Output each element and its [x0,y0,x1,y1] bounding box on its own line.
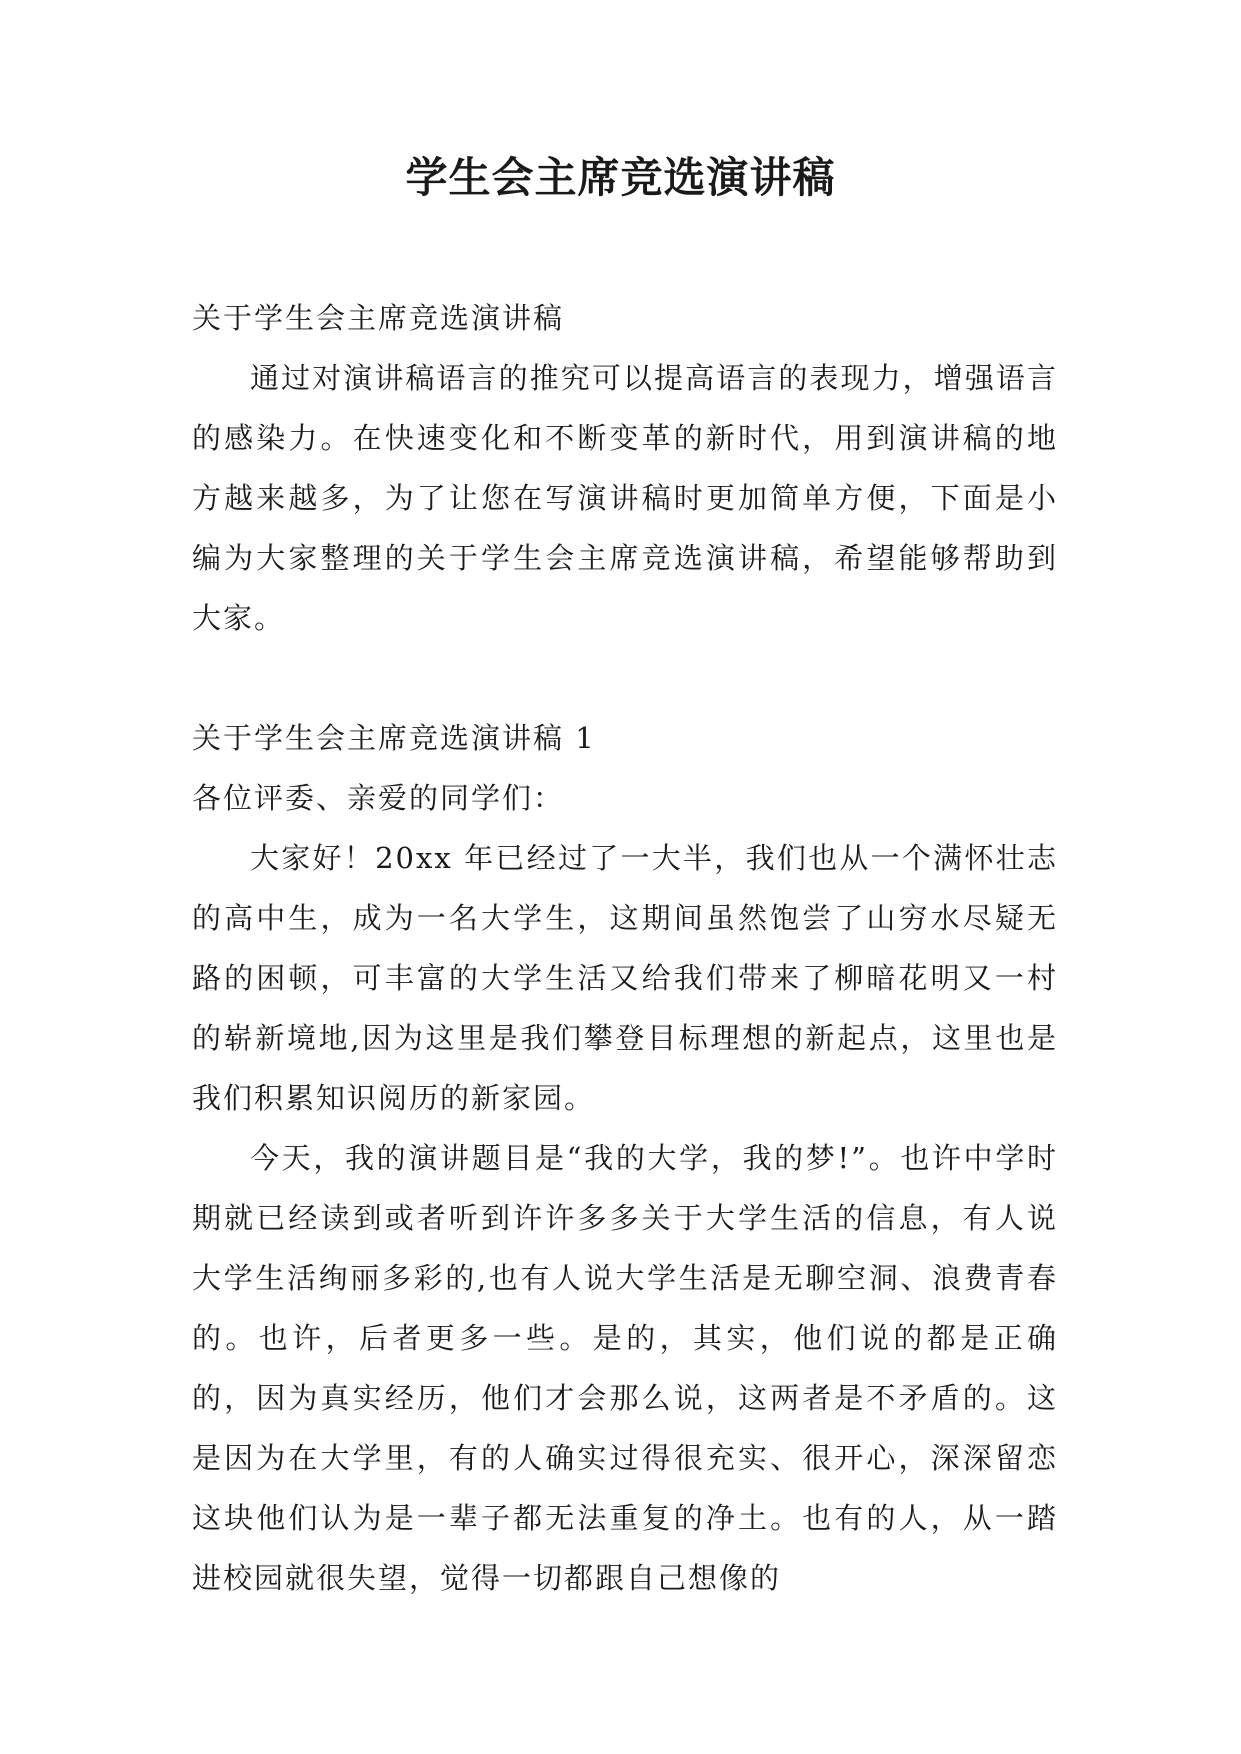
document-subtitle: 关于学生会主席竞选演讲稿 [192,301,565,335]
body-paragraph: 大家好！20xx 年已经过了一大半，我们也从一个满怀壮志的高中生，成为一名大学生，这期间虽然饱尝了山穷水尽疑无路的困顿，可丰富的大学生活又给我们带来了柳暗花明又一村的崭新境地,因为这里是我们攀登目标理想的新起点，这里也是我们积累知识阅历的新家园。 [192,841,1058,1115]
document-title: 学生会主席竞选演讲稿 [405,153,836,202]
intro-paragraph: 通过对演讲稿语言的推究可以提高语言的表现力，增强语言的感染力。在快速变化和不断变革的新时代，用到演讲稿的地方越来越多，为了让您在写演讲稿时更加简单方便，下面是小编为大家整理的关于学生会主席竞选演讲稿，希望能够帮助到大家。 [192,361,1058,635]
document-body [192,288,1058,1608]
salutation: 各位评委、亲爱的同学们： [192,781,565,815]
body-paragraph: 今天，我的演讲题目是“我的大学，我的梦!”。也许中学时期就已经读到或者听到许许多多关于大学生活的信息，有人说大学生活绚丽多彩的,也有人说大学生活是无聊空洞、浪费青春的。也许，后者更多一些。是的，其实，他们说的都是正确的，因为真实经历，他们才会那么说，这两者是不矛盾的。这是因为在大学里，有的人确实过得很充实、很开心，深深留恋这块他们认为是一辈子都无法重复的净土。也有的人，从一踏进校园就很失望，觉得一切都跟自己想像的 [192,1141,1058,1595]
section-heading: 关于学生会主席竞选演讲稿 1 [192,721,596,755]
